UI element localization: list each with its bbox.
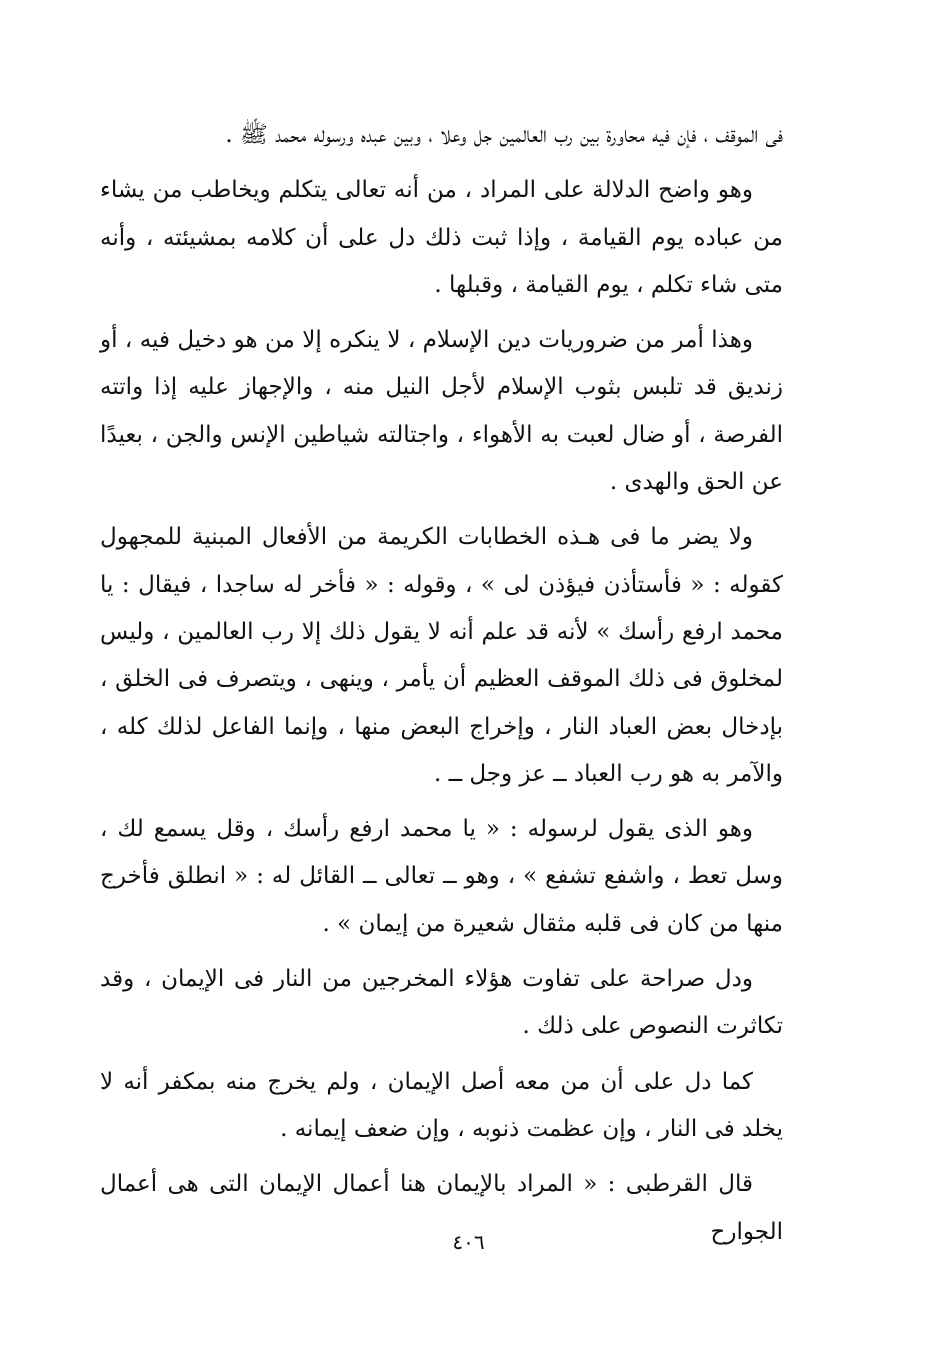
paragraph-3: وهذا أمر من ضروريات دين الإسلام ، لا ينكره إلا من هو دخيل فيه ، أو زنديق قد تلبس بثوب الإسلام لأجل النيل منه ، والإجهاز عليه إذا واتته الفرصة ، أو ضال لعبت به الأهواء ، واجتالته شياطين الإنس والجن ، بعيدًا عن الحق والهدى .: [100, 327, 783, 496]
paragraph-8: قال القرطبى : « المراد بالإيمان هنا أعمال الإيمان التى هى أعمال الجوارح: [100, 1171, 783, 1245]
paragraph-6: ودل صراحة على تفاوت هؤلاء المخرجين من النار فى الإيمان ، وقد تكاثرت النصوص على ذلك .: [100, 966, 783, 1040]
paragraph-7: كما دل على أن من معه أصل الإيمان ، ولم يخرج منه بمكفر أنه لا يخلد فى النار ، وإن عظمت ذنوبه ، وإن ضعف إيمانه .: [100, 1068, 783, 1142]
paragraph-2: وهو واضح الدلالة على المراد ، من أنه تعالى يتكلم ويخاطب من يشاء من عباده يوم القيامة ، وإذا ثبت ذلك دل على أن كلامه بمشيئته ، وأنه متى شاء تكلم ، يوم القيامة ، وقبلها .: [100, 177, 783, 298]
page-number: ٤٠٦: [452, 1230, 485, 1254]
paragraph-5: وهو الذى يقول لرسوله : « يا محمد ارفع رأسك ، وقل يسمع لك ، وسل تعط ، واشفع تشفع » ، وهو ــ تعالى ــ القائل له : « انطلق فأخرج منها من كان فى قلبه مثقال شعيرة من إيمان » .: [100, 816, 783, 937]
paragraph-4: ولا يضر ما فى هـذه الخطابات الكريمة من الأفعال المبنية للمجهول كقوله : « فأستأذن فيؤذن لى » ، وقوله : « فأخر له ساجدا ، فيقال : يا محمد ارفع رأسك » لأنه قد علم أنه لا يقول ذلك إلا رب العالمين ، وليس لمخلوق فى ذلك الموقف العظيم أن يأمر ، وينهى ، ويتصرف فى الخلق ، بإدخال بعض العباد النار ، وإخراج البعض منها ، وإنما الفاعل لذلك كله ، والآمر به هو رب العباد ــ عز وجل ــ .: [100, 524, 783, 787]
paragraph-1: فى الموقف ، فإن فيه محاورة بين رب العالمين جل وعلا ، وبين عبده ورسوله محمد ﷺ .: [225, 122, 783, 148]
body-text: [100, 112, 783, 1264]
